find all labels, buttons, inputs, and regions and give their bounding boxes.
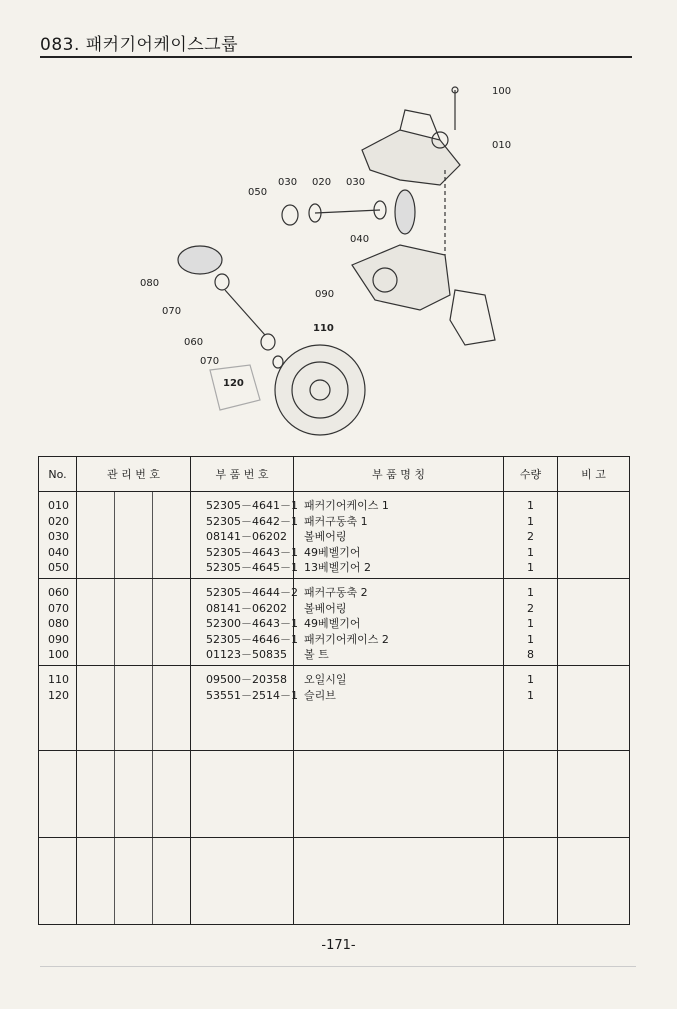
table-group-3 (39, 751, 630, 838)
cell-no (39, 492, 77, 579)
row-no: 030 (48, 530, 69, 543)
cell-qty (504, 838, 558, 925)
cell-mgmt (77, 492, 191, 579)
row-qty: 1 (527, 632, 534, 646)
row-qty: 2 (527, 530, 534, 543)
header-qty: 수량 (504, 457, 558, 492)
callout-090: 090 (315, 289, 335, 300)
row-name: 볼베어링 (304, 530, 347, 543)
row-name: 49베벨기어 (304, 617, 361, 630)
mgmt-subcell (77, 492, 115, 578)
bleed-through-strip (40, 966, 636, 995)
mgmt-subcell (153, 751, 190, 837)
mgmt-subcell (115, 666, 153, 750)
cell-note (558, 751, 630, 838)
mgmt-subcell (153, 492, 190, 578)
cell-qty (504, 579, 558, 666)
callout-030-a: 030 (278, 177, 298, 188)
callout-100: 100 (492, 86, 512, 97)
cell-name (294, 751, 504, 838)
callout-010: 010 (492, 140, 512, 151)
row-qty: 1 (527, 688, 534, 702)
title-rule (40, 56, 632, 58)
callout-060: 060 (184, 337, 204, 348)
row-part: 52305－4645－1 (206, 561, 298, 574)
cell-name (294, 579, 504, 666)
table-group-1 (39, 579, 630, 666)
row-no: 080 (48, 617, 69, 630)
cell-note (558, 579, 630, 666)
mgmt-subcell (153, 838, 190, 924)
row-qty: 2 (527, 601, 534, 615)
cell-mgmt (77, 751, 191, 838)
callout-120: 120 (223, 378, 244, 389)
header-no: No. (39, 457, 77, 492)
row-qty: 1 (527, 561, 534, 574)
table-group-0 (39, 492, 630, 579)
cell-mgmt (77, 579, 191, 666)
cell-name (294, 666, 504, 751)
cell-part (191, 579, 298, 666)
row-part: 01123－50835 (206, 648, 287, 661)
row-part: 52305－4641－1 (206, 499, 298, 512)
row-no: 060 (48, 586, 69, 599)
cell-note (558, 492, 630, 579)
row-qty: 1 (527, 586, 534, 599)
row-no: 040 (48, 545, 69, 559)
callout-070-b: 070 (200, 356, 220, 367)
mgmt-subcell (77, 579, 115, 665)
table-group-2 (39, 666, 630, 751)
row-part: 09500－20358 (206, 673, 287, 686)
row-name: 패커구동축 2 (304, 586, 368, 599)
row-name: 패커기어케이스 2 (304, 632, 389, 646)
row-no: 090 (48, 632, 69, 646)
row-no: 050 (48, 561, 69, 574)
header-mgmt: 관 리 번 호 (77, 457, 191, 492)
page-title: 083. 패커기어케이스그룹 (40, 35, 239, 55)
row-qty: 1 (527, 545, 534, 559)
table-group-4 (39, 838, 630, 925)
cell-no (39, 838, 77, 925)
row-part: 08141－06202 (206, 601, 287, 615)
row-qty: 8 (527, 648, 534, 661)
mgmt-subcell (153, 579, 190, 665)
cell-no (39, 579, 77, 666)
exploded-parts-diagram (100, 70, 580, 450)
cell-part (191, 666, 298, 751)
row-no: 120 (48, 688, 69, 702)
row-part: 52305－4646－1 (206, 632, 298, 646)
mgmt-subcell (77, 751, 115, 837)
row-no: 020 (48, 514, 69, 528)
callout-040: 040 (350, 234, 370, 245)
cell-note (558, 666, 630, 751)
row-name: 볼 트 (304, 648, 329, 661)
row-qty: 1 (527, 514, 534, 528)
header-name: 부 품 명 칭 (294, 457, 504, 492)
row-part: 52300－4643－1 (206, 617, 298, 630)
callout-020: 020 (312, 177, 332, 188)
row-no: 100 (48, 648, 69, 661)
mgmt-subcell (77, 838, 115, 924)
row-name: 슬리브 (304, 688, 336, 702)
row-part: 08141－06202 (206, 530, 287, 543)
mgmt-subcell (115, 751, 153, 837)
mgmt-subcell (115, 838, 153, 924)
row-no: 070 (48, 601, 69, 615)
parts-table (38, 456, 630, 925)
row-name: 49베벨기어 (304, 545, 361, 559)
cell-qty (504, 492, 558, 579)
row-name: 13베벨기어 2 (304, 561, 371, 574)
mgmt-subcell (115, 492, 153, 578)
mgmt-subcell (153, 666, 190, 750)
callout-050: 050 (248, 187, 268, 198)
cell-part (191, 492, 298, 579)
cell-mgmt (77, 838, 191, 925)
header-note: 비 고 (558, 457, 630, 492)
row-no: 010 (48, 499, 69, 512)
table-header-row (39, 457, 630, 492)
row-name: 패커구동축 1 (304, 514, 368, 528)
row-name: 오일시일 (304, 673, 347, 686)
cell-name (294, 838, 504, 925)
callout-110: 110 (313, 323, 334, 334)
callout-030-b: 030 (346, 177, 366, 188)
cell-qty (504, 666, 558, 751)
callout-070-a: 070 (162, 306, 182, 317)
cell-qty (504, 751, 558, 838)
row-no: 110 (48, 673, 69, 686)
cell-no (39, 666, 77, 751)
cell-note (558, 838, 630, 925)
callout-080: 080 (140, 278, 160, 289)
mgmt-subcell (115, 579, 153, 665)
row-name: 패커기어케이스 1 (304, 499, 389, 512)
cell-name (294, 492, 504, 579)
cell-part (191, 751, 294, 838)
row-part: 52305－4644－2 (206, 586, 298, 599)
row-part: 52305－4642－1 (206, 514, 298, 528)
row-qty: 1 (527, 673, 534, 686)
cell-mgmt (77, 666, 191, 751)
row-qty: 1 (527, 499, 534, 512)
row-name: 볼베어링 (304, 601, 347, 615)
page-number: -171- (321, 938, 356, 953)
header-part: 부 품 번 호 (191, 457, 294, 492)
row-qty: 1 (527, 617, 534, 630)
row-part: 52305－4643－1 (206, 545, 298, 559)
cell-part (191, 838, 294, 925)
row-part: 53551－2514－1 (206, 688, 298, 702)
cell-no (39, 751, 77, 838)
mgmt-subcell (77, 666, 115, 750)
